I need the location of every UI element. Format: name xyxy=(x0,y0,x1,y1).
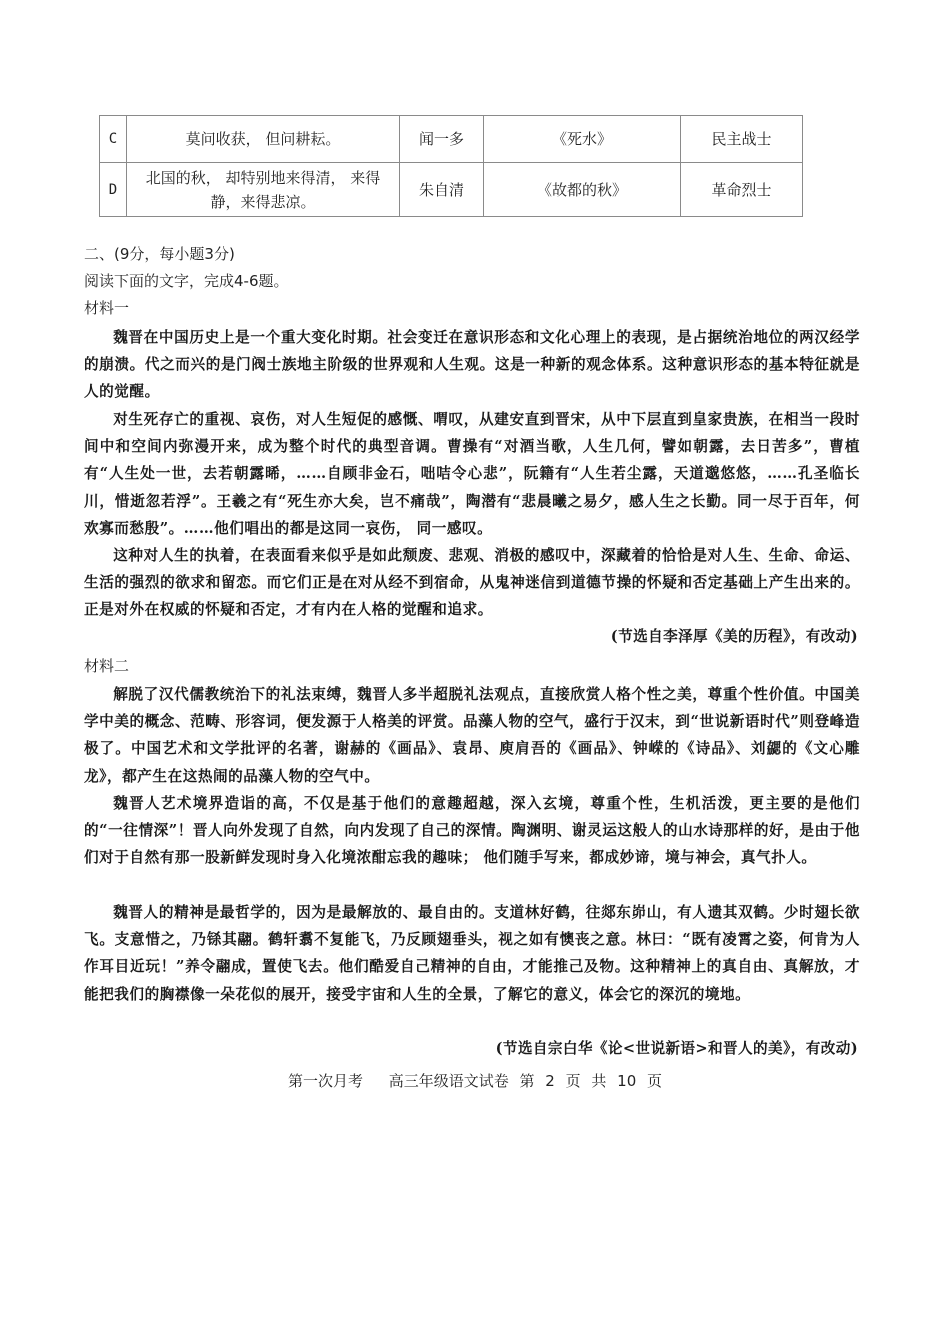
material-two-paragraph: 解脱了汉代儒教统治下的礼法束缚，魏晋人多半超脱礼法观点，直接欣赏人格个性之美，尊重个性价值。中国美学中美的概念、范畴、形容词，便发源于人格美的评赏。品藻人物的空气，盛行于汉末，到“世说新语时代”则登峰造极了。中国艺术和文学批评的名著，谢赫的《画品》、袁昂、庾肩吾的《画品》、钟嵘的《诗品》、刘勰的《文心雕龙》，都产生在这热闹的品藻人物的空气中。 xyxy=(84,686,860,785)
option-label: C xyxy=(100,116,127,163)
material-two-paragraph: 魏晋人艺术境界造诣的高，不仅是基于他们的意趣超越，深入玄境，尊重个性，生机活泼，更主要的是他们的“一往情深”！晋人向外发现了自然，向内发现了自己的深情。陶渊明、谢灵运这般人的山水诗那样的好，是由于他们对于自然有那一股新鲜发现时身入化境浓酣忘我的趣味； 他们随手写来，都成妙谛，境与神会，真气扑人。 xyxy=(84,795,860,867)
work-cell: 《死水》 xyxy=(484,116,681,163)
work-cell: 《故都的秋》 xyxy=(484,163,681,217)
material-two-label: 材料二 xyxy=(84,657,130,675)
material-one-source: (节选自李泽厚《美的历程》，有改动) xyxy=(610,628,858,645)
material-two-paragraph: 魏晋人的精神是最哲学的，因为是最解放的、最自由的。支道林好鹤，往郯东峁山，有人遗其双鹤。少时翅长欲飞。支意惜之，乃铩其翮。鹤轩翥不复能飞，乃反顾翅垂头，视之如有懊丧之意。林曰：“既有凌霄之姿，何肯为人作耳目近玩！”养令翮成，置使飞去。他们酷爱自己精神的自由，才能推己及物。这种精神上的真自由、真解放，才能把我们的胸襟像一朵花似的展开，接受宇宙和人生的全景，了解它的意义，体会它的深沉的境地。 xyxy=(84,904,860,1003)
table-row xyxy=(100,116,803,163)
title-cell: 革命烈士 xyxy=(681,163,803,217)
title-cell: 民主战士 xyxy=(681,116,803,163)
author-cell: 闻一多 xyxy=(400,116,484,163)
material-one-paragraph: 这种对人生的执着，在表面看来似乎是如此颓废、悲观、消极的感叹中，深藏着的恰恰是对人生、生命、命运、生活的强烈的欲求和留恋。而它们正是在对从经不到宿命，从鬼神迷信到道德节操的怀疑和否定基础上产生出来的。正是对外在权威的怀疑和否定，才有内在人格的觉醒和追求。 xyxy=(84,547,860,619)
material-two-source: (节选自宗白华《论<世说新语>和晋人的美》，有改动) xyxy=(495,1040,858,1057)
options-table xyxy=(99,115,803,217)
section-heading: 二、(9分，每小题3分) xyxy=(84,245,235,263)
material-one-label: 材料一 xyxy=(84,299,130,317)
page-footer: 第一次月考 高三年级语文试卷 第 2 页 共 10 页 xyxy=(288,1072,663,1090)
material-one-paragraph: 魏晋在中国历史上是一个重大变化时期。社会变迁在意识形态和文化心理上的表现，是占据统治地位的两汉经学的崩溃。代之而兴的是门阀士族地主阶级的世界观和人生观。这是一种新的观念体系。这种意识形态的基本特征就是人的觉醒。 xyxy=(84,329,860,401)
table-row xyxy=(100,163,803,217)
option-label: D xyxy=(100,163,127,217)
material-one-paragraph: 对生死存亡的重视、哀伤，对人生短促的感慨、喟叹，从建安直到晋宋，从中下层直到皇家贵族，在相当一段时间中和空间内弥漫开来，成为整个时代的典型音调。曹操有“对酒当歌，人生几何，譬如朝露，去日苦多”，曹植有“人生处一世，去若朝露晞，……自顾非金石，咄咭令心悲”，阮籍有“人生若尘露，天道邈悠悠，……孔圣临长川，惜逝忽若浮”。王羲之有“死生亦大矣，岂不痛哉”，陶潜有“悲晨曦之易夕，感人生之长勤。同一尽于百年，何欢寡而愁殷”。……他们唱出的都是这同一哀伤， 同一感叹。 xyxy=(84,411,860,537)
author-cell: 朱自清 xyxy=(400,163,484,217)
quote-cell: 莫问收获， 但问耕耘。 xyxy=(127,116,400,163)
instruction: 阅读下面的文字，完成4-6题。 xyxy=(84,272,289,290)
quote-cell: 北国的秋， 却特别地来得清， 来得静，来得悲凉。 xyxy=(127,163,400,217)
